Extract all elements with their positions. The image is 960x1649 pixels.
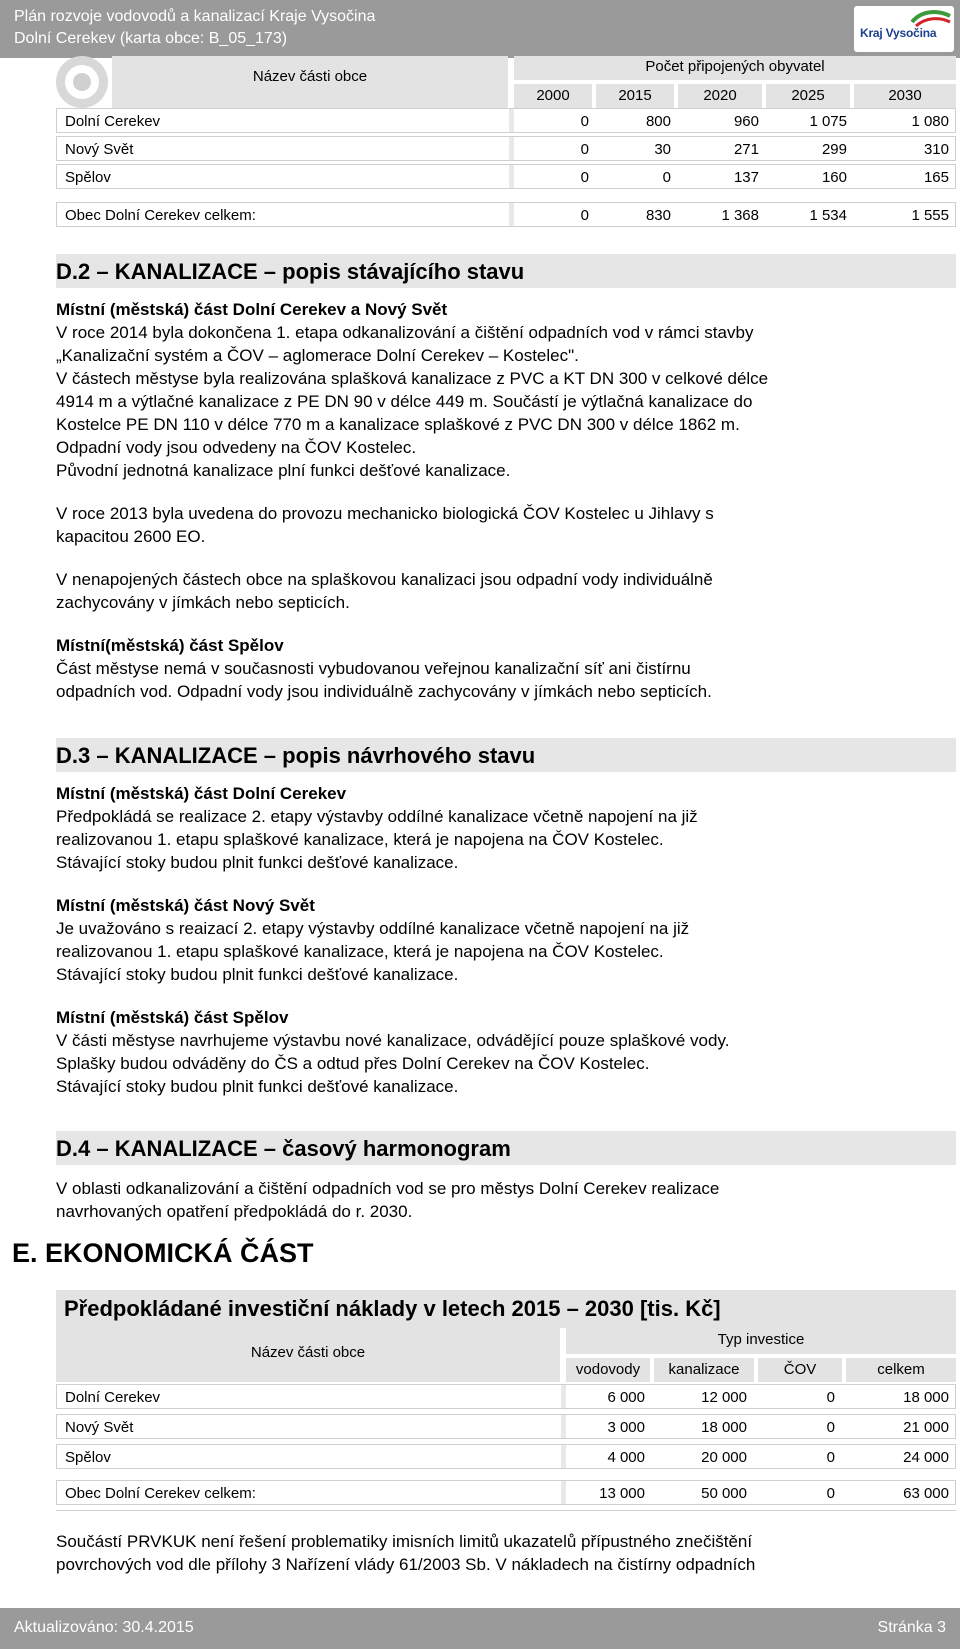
cost-col-header: ČOV (758, 1358, 842, 1382)
cost-name-header: Název části obce (250, 1344, 366, 1361)
page-footer (0, 1608, 960, 1649)
cost-col-header: vodovody (566, 1358, 650, 1382)
section-d3-band (56, 738, 956, 772)
section-d2-body (56, 298, 956, 703)
text-line: V oblasti odkanalizování a čištění odpadních vod se pro městys Dolní Cerekev realizace (56, 1179, 720, 1198)
total-value: 63 000 (903, 1485, 949, 1502)
text-line: Odpadní vody jsou odvedeny na ČOV Kostelec. (56, 438, 417, 457)
total-name: Obec Dolní Cerekev celkem: (65, 1485, 256, 1502)
text-line: Splašky budou odváděny do ČS a odtud přes Dolní Cerekev na ČOV Kostelec. (56, 1054, 650, 1073)
text-line: navrhovaných opatření předpokládá do r. 2030. (56, 1202, 413, 1221)
page-number: Stránka 3 (877, 1619, 946, 1636)
total-value: 13 000 (599, 1485, 645, 1502)
row-value: 0 (826, 1419, 835, 1436)
logo-text: Kraj Vysočina (860, 26, 937, 40)
row-value: 160 (821, 169, 847, 186)
row-value: 18 000 (701, 1419, 747, 1436)
text-line: Původní jednotná kanalizace plní funkci dešťové kanalizace. (56, 461, 511, 480)
table-row (56, 108, 956, 133)
cost-title: Předpokládané investiční náklady v letech 2015 – 2030 [tis. Kč] (64, 1296, 721, 1321)
row-name: Spělov (65, 1449, 111, 1466)
subheading: Místní(městská) část Spělov (56, 636, 284, 655)
total-value: 1 555 (911, 207, 949, 224)
subheading: Místní (městská) část Dolní Cerekev (56, 784, 347, 803)
row-value: 12 000 (701, 1389, 747, 1406)
text-line: Část městyse nemá v současnosti vybudovanou veřejnou kanalizační síť ani čistírnu (56, 659, 691, 678)
table-row (56, 1444, 956, 1469)
year-header: 2020 (678, 84, 762, 108)
text-line: zachycovány v jímkách nebo septicích. (56, 593, 350, 612)
table-row (56, 1414, 956, 1439)
population-name-header-cell (112, 56, 508, 108)
section-e-body (56, 1530, 956, 1576)
row-value: 299 (821, 141, 847, 158)
year-header: 2015 (596, 84, 674, 108)
section-e-title: E. EKONOMICKÁ ČÁST (12, 1238, 314, 1268)
row-name: Nový Svět (65, 141, 134, 158)
row-name: Nový Svět (65, 1419, 134, 1436)
row-name: Dolní Cerekev (65, 113, 161, 130)
text-line: „Kanalizační systém a ČOV – aglomerace Dolní Cerekev – Kostelec". (56, 346, 579, 365)
row-value: 0 (662, 169, 671, 186)
row-value: 137 (733, 169, 759, 186)
row-name: Dolní Cerekev (65, 1389, 161, 1406)
section-d3-body (56, 782, 956, 1098)
cost-title-band (56, 1290, 956, 1328)
row-value: 310 (923, 141, 949, 158)
row-value: 0 (580, 113, 589, 130)
row-value: 3 000 (607, 1419, 645, 1436)
table-total-row (56, 202, 956, 227)
text-line: realizovanou 1. etapu splaškové kanalizace, která je napojena na ČOV Kostelec. (56, 830, 664, 849)
text-line: Předpokládá se realizace 2. etapy výstavby oddílné kanalizace včetně napojení na již (56, 807, 698, 826)
table-row (56, 164, 956, 189)
table-row (56, 136, 956, 161)
row-value: 0 (580, 141, 589, 158)
text-line: Stávající stoky budou plnit funkci dešťové kanalizace. (56, 853, 459, 872)
row-value: 0 (826, 1449, 835, 1466)
row-value: 24 000 (903, 1449, 949, 1466)
text-line: Kostelce PE DN 110 v délce 770 m a kanalizace splaškové z PVC DN 300 v délce 1862 m. (56, 415, 740, 434)
total-value: 0 (826, 1485, 835, 1502)
header-subtitle: Dolní Cerekev (karta obce: B_05_173) (14, 30, 288, 47)
subheading: Místní (městská) část Nový Svět (56, 896, 315, 915)
row-value: 4 000 (607, 1449, 645, 1466)
section-d2-band (56, 254, 956, 288)
section-d4-body (56, 1177, 956, 1223)
text-line: kapacitou 2600 EO. (56, 527, 206, 546)
subheading: Místní (městská) část Spělov (56, 1008, 289, 1027)
population-name-header: Název části obce (252, 68, 368, 85)
row-value: 165 (923, 169, 949, 186)
section-d4-title: D.4 – KANALIZACE – časový harmonogram (56, 1136, 511, 1161)
year-header: 2030 (854, 84, 956, 108)
row-value: 960 (733, 113, 759, 130)
section-d3-title: D.3 – KANALIZACE – popis návrhového stavu (56, 743, 536, 768)
cost-table (56, 1328, 956, 1500)
total-value: 0 (580, 207, 589, 224)
total-value: 1 534 (809, 207, 847, 224)
text-line: Stávající stoky budou plnit funkci dešťové kanalizace. (56, 965, 459, 984)
text-line: realizovanou 1. etapu splaškové kanalizace, která je napojena na ČOV Kostelec. (56, 942, 664, 961)
text-line: V roce 2013 byla uvedena do provozu mechanicko biologická ČOV Kostelec u Jihlavy s (56, 504, 714, 523)
divider (56, 1510, 956, 1511)
cost-name-header-cell (56, 1328, 560, 1382)
text-line: V části městyse navrhujeme výstavbu nové kanalizace, odvádějící pouze splaškové vody. (56, 1031, 730, 1050)
row-name: Spělov (65, 169, 111, 186)
text-line: Je uvažováno s reaizací 2. etapy výstavby oddílné kanalizace včetně napojení na již (56, 919, 690, 938)
section-d4-band (56, 1131, 956, 1165)
row-value: 6 000 (607, 1389, 645, 1406)
total-value: 1 368 (721, 207, 759, 224)
year-header: 2025 (766, 84, 850, 108)
cost-group-header: Typ investice (717, 1331, 805, 1348)
text-line: V nenapojených částech obce na splaškovou kanalizaci jsou odpadní vody individuálně (56, 570, 713, 589)
total-name: Obec Dolní Cerekev celkem: (65, 207, 256, 224)
table-row (56, 1384, 956, 1409)
table-total-row (56, 1480, 956, 1505)
population-group-header-cell (514, 56, 956, 80)
row-value: 30 (654, 141, 671, 158)
row-value: 0 (580, 169, 589, 186)
text-line: povrchových vod dle přílohy 3 Nařízení vlády 61/2003 Sb. V nákladech na čistírny odpadních (56, 1555, 756, 1574)
row-value: 1 075 (809, 113, 847, 130)
row-value: 800 (645, 113, 671, 130)
row-value: 18 000 (903, 1389, 949, 1406)
population-table (56, 56, 956, 234)
row-value: 0 (826, 1389, 835, 1406)
updated-date: Aktualizováno: 30.4.2015 (14, 1619, 194, 1636)
page-header (0, 0, 960, 58)
total-value: 50 000 (701, 1485, 747, 1502)
row-value: 1 080 (911, 113, 949, 130)
row-value: 271 (733, 141, 759, 158)
cost-col-header: kanalizace (654, 1358, 754, 1382)
header-title: Plán rozvoje vodovodů a kanalizací Kraje Vysočina (14, 8, 376, 25)
text-line: 4914 m a výtlačné kanalizace z PE DN 90 v délce 449 m. Součástí je výtlačná kanalizace do (56, 392, 753, 411)
row-value: 20 000 (701, 1449, 747, 1466)
cost-group-header-cell (566, 1328, 956, 1354)
total-value: 830 (645, 207, 671, 224)
section-d2-title: D.2 – KANALIZACE – popis stávajícího stavu (56, 259, 525, 284)
text-line: V roce 2014 byla dokončena 1. etapa odkanalizování a čištění odpadních vod v rámci stavby (56, 323, 754, 342)
text-line: Součástí PRVKUK není řešení problematiky imisních limitů ukazatelů přípustného znečištění (56, 1532, 753, 1551)
text-line: Stávající stoky budou plnit funkci dešťové kanalizace. (56, 1077, 459, 1096)
cost-col-header: celkem (846, 1358, 956, 1382)
text-line: odpadních vod. Odpadní vody jsou individuálně zachycovány v jímkách nebo septicích. (56, 682, 712, 701)
year-header: 2000 (514, 84, 592, 108)
population-group-header: Počet připojených obyvatel (645, 58, 825, 75)
subheading: Místní (městská) část Dolní Cerekev a Nový Svět (56, 300, 448, 319)
text-line: V částech městyse byla realizována splašková kanalizace z PVC a KT DN 300 v celkové délce (56, 369, 769, 388)
row-value: 21 000 (903, 1419, 949, 1436)
kraj-vysocina-logo (854, 6, 954, 52)
